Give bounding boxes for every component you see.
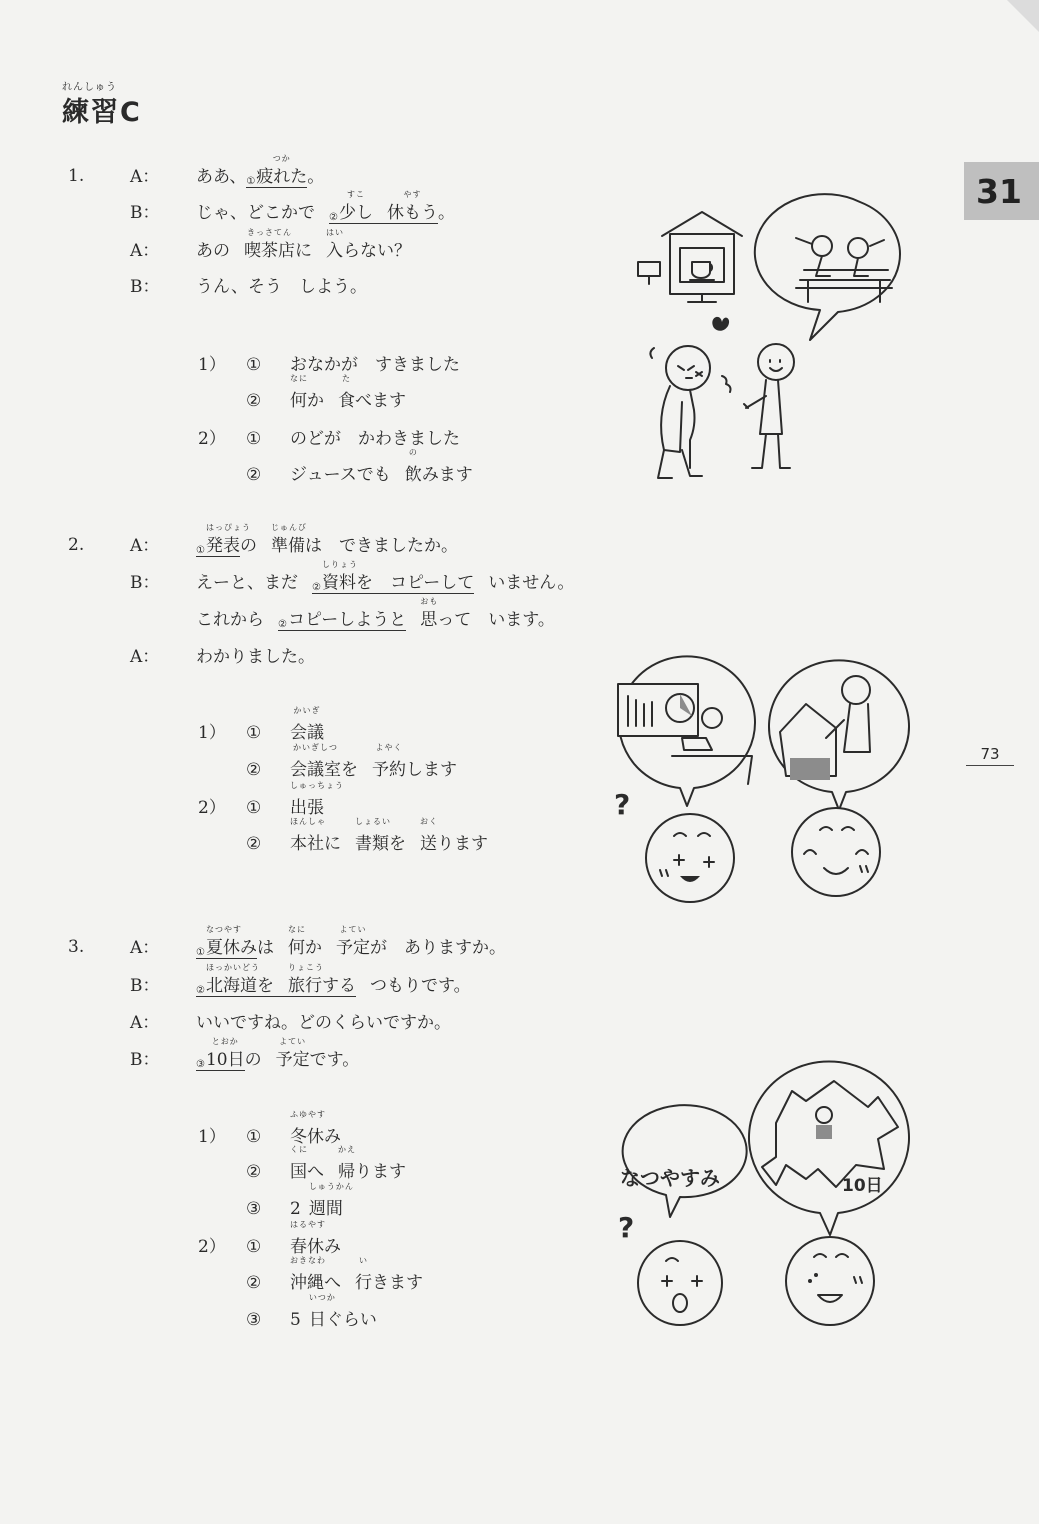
speech-bubble-presentation xyxy=(618,656,755,806)
page-number: 73 xyxy=(966,745,1014,766)
slot-marker: ① xyxy=(246,723,262,743)
speaker-label: B： xyxy=(130,203,160,223)
illustration-tired-and-cafe xyxy=(630,200,920,485)
slot-marker: ③ xyxy=(246,1310,262,1330)
text: らない？ xyxy=(343,241,411,261)
speaker-label: A： xyxy=(130,167,160,187)
word: 出張 xyxy=(290,798,324,818)
ruby-word xyxy=(290,1145,308,1182)
ruby-word xyxy=(205,1037,245,1071)
furigana: おく xyxy=(420,817,438,826)
dialogue-line xyxy=(130,523,458,562)
ruby-word xyxy=(420,817,438,854)
item-label: 2） xyxy=(198,429,226,449)
ruby-word xyxy=(256,154,308,188)
ruby-word xyxy=(290,817,326,854)
ruby-word xyxy=(205,523,251,557)
word: 予約 xyxy=(372,760,406,780)
word: 飲 xyxy=(404,465,422,485)
substitution-item xyxy=(198,350,460,375)
dialogue-line xyxy=(130,228,411,262)
word: 予定 xyxy=(275,1050,310,1070)
substitution-item xyxy=(246,1256,423,1293)
slot-marker: ② xyxy=(312,582,321,593)
furigana: ほんしゃ xyxy=(290,817,326,826)
speaker-label: A： xyxy=(130,647,160,667)
text: み xyxy=(239,938,257,958)
text: か xyxy=(307,391,324,411)
slot-marker: ② xyxy=(246,1162,262,1182)
question-mark: ? xyxy=(618,1211,635,1244)
ruby-word xyxy=(290,743,341,780)
text: これから xyxy=(196,610,264,630)
page-corner-fold xyxy=(1007,0,1039,32)
text: べます xyxy=(355,391,406,411)
substitution-slot xyxy=(312,560,475,594)
word: 書類 xyxy=(355,834,389,854)
word: 国 xyxy=(290,1162,307,1182)
slot-marker: ② xyxy=(246,1273,262,1293)
text: へ xyxy=(307,1162,324,1182)
furigana: じゅんび xyxy=(270,523,307,532)
text: いません。 xyxy=(488,573,575,593)
ruby-word xyxy=(290,374,308,411)
text: ります xyxy=(355,1162,406,1182)
furigana: おきなわ xyxy=(290,1256,326,1265)
text: 2 xyxy=(290,1199,301,1219)
substitution-item xyxy=(246,448,473,485)
slot-marker: ② xyxy=(278,619,287,630)
slot-marker: ② xyxy=(329,212,338,223)
substitution-slot xyxy=(329,190,438,224)
word: 日 xyxy=(308,1310,326,1330)
word: 少し xyxy=(338,203,373,223)
substitution-slot xyxy=(196,963,356,997)
furigana: なつやす xyxy=(205,925,242,934)
ruby-word xyxy=(290,1256,326,1293)
text: に xyxy=(324,834,341,854)
furigana: おも xyxy=(420,597,439,606)
word: 送 xyxy=(420,834,437,854)
text: 。 xyxy=(437,203,455,223)
text: ります xyxy=(437,834,488,854)
word: 沖縄 xyxy=(290,1273,324,1293)
word: 発表 xyxy=(205,536,240,556)
word: 春休 xyxy=(290,1237,324,1257)
dialogue-line xyxy=(130,925,506,964)
furigana: かえ xyxy=(338,1145,356,1154)
furigana: はるやす xyxy=(290,1220,326,1229)
speaker-label: A： xyxy=(130,938,160,958)
word: 疲れた xyxy=(256,167,308,187)
item-label: 1） xyxy=(198,355,226,375)
text: コピーしようと xyxy=(287,610,407,630)
text: じゃ、どこかで xyxy=(196,203,315,223)
text: する xyxy=(321,976,356,996)
word: 休もう xyxy=(386,203,438,223)
dialogue-line xyxy=(130,190,455,229)
speech-bubble-natsuyasumi xyxy=(620,1105,747,1217)
dialogue-line xyxy=(130,963,471,1002)
cafe-sign-icon xyxy=(638,212,742,302)
ruby-word xyxy=(308,1182,354,1219)
ruby-word xyxy=(287,963,324,997)
speaker-label: B： xyxy=(130,277,160,297)
text: いいですね。どのくらいですか。 xyxy=(196,1013,451,1033)
ruby-word xyxy=(338,190,373,224)
substitution-slot xyxy=(278,610,406,631)
text: の xyxy=(239,536,257,556)
slot-marker: ① xyxy=(246,176,256,187)
dialogue-line xyxy=(130,276,367,298)
speaker-label: B： xyxy=(130,976,160,996)
speech-bubble-bench xyxy=(755,194,900,340)
text: 5 xyxy=(290,1310,301,1330)
substitution-item xyxy=(246,1145,406,1182)
text: のどが かわきました xyxy=(290,429,460,449)
text: が ありますか。 xyxy=(369,938,506,958)
word: 食 xyxy=(338,391,355,411)
substitution-item xyxy=(246,374,406,411)
text: み xyxy=(324,1127,341,1147)
slot-marker: ② xyxy=(246,465,262,485)
text: は できましたか。 xyxy=(304,536,458,556)
substitution-item xyxy=(246,743,457,780)
exercise-number: 2. xyxy=(68,535,85,555)
ruby-word xyxy=(308,1293,336,1330)
slot-marker: ③ xyxy=(196,1059,205,1070)
word: 会議室 xyxy=(290,760,341,780)
speaker-label: B： xyxy=(130,573,160,593)
ruby-word xyxy=(355,817,391,854)
furigana: きっさてん xyxy=(247,228,292,237)
text: に xyxy=(295,241,312,261)
ruby-word xyxy=(335,925,370,959)
text: の xyxy=(244,1050,262,1070)
furigana: ふゆやす xyxy=(290,1110,326,1119)
furigana: なに xyxy=(287,925,306,934)
substitution-item xyxy=(198,706,324,743)
word: 何 xyxy=(290,391,307,411)
text: は xyxy=(256,938,274,958)
dialogue-line xyxy=(196,597,555,636)
ruby-word xyxy=(338,374,355,411)
text: わかりました。 xyxy=(196,647,315,667)
speaker-label: A： xyxy=(130,241,160,261)
word: 冬休 xyxy=(290,1127,324,1147)
speaker-label: B： xyxy=(130,1050,160,1070)
slot-marker: ② xyxy=(246,760,262,780)
ruby-word xyxy=(205,925,242,959)
word: 準備 xyxy=(270,536,305,556)
text: つもりです。 xyxy=(369,976,471,996)
text: みます xyxy=(421,465,473,485)
slot-marker: ① xyxy=(196,545,205,556)
word: 北海道 xyxy=(205,976,257,996)
ruby-word xyxy=(420,597,439,631)
text: ぐらい xyxy=(325,1310,377,1330)
slot-marker: ① xyxy=(246,1127,262,1147)
furigana: しゅっちょう xyxy=(290,781,344,790)
word: 10日 xyxy=(205,1050,245,1070)
tired-person xyxy=(650,317,730,478)
slot-marker: ② xyxy=(246,391,262,411)
furigana: よやく xyxy=(375,743,403,752)
substitution-item xyxy=(246,1182,354,1219)
substitution-item xyxy=(246,1293,377,1330)
friend-person xyxy=(744,344,794,468)
ruby-word xyxy=(205,963,260,997)
text: あの xyxy=(196,241,230,261)
confused-face xyxy=(646,814,734,902)
item-label: 2） xyxy=(198,798,226,818)
ruby-word xyxy=(290,1220,326,1257)
slot-marker: ① xyxy=(246,429,262,449)
speaker-label: A： xyxy=(130,536,160,556)
exercise-number: 1. xyxy=(68,166,85,186)
furigana: よてい xyxy=(339,925,367,934)
word: 喫茶店 xyxy=(244,241,295,261)
substitution-slot xyxy=(246,154,308,188)
word: 本社 xyxy=(290,834,324,854)
word: 夏休 xyxy=(205,938,240,958)
confused-face xyxy=(638,1241,722,1325)
substitution-item xyxy=(198,1110,341,1147)
illustration-summer-trip xyxy=(606,1045,906,1335)
furigana: かいぎしつ xyxy=(293,743,338,752)
furigana: すこ xyxy=(346,190,365,199)
furigana: つか xyxy=(272,154,291,163)
map-label: 10日 xyxy=(842,1176,883,1196)
smiling-face xyxy=(792,808,880,896)
substitution-item xyxy=(198,781,344,818)
furigana: ほっかいどう xyxy=(205,963,260,972)
slot-marker: ③ xyxy=(246,1199,262,1219)
text: を xyxy=(389,834,406,854)
text: ああ、 xyxy=(196,167,247,187)
word: 行 xyxy=(355,1273,372,1293)
word: 資料 xyxy=(321,573,356,593)
word: 帰 xyxy=(338,1162,355,1182)
text: します xyxy=(406,760,457,780)
furigana: はい xyxy=(326,228,344,237)
slot-marker: ① xyxy=(246,798,262,818)
exercise-number: 3. xyxy=(68,937,85,957)
word: 何 xyxy=(287,938,305,958)
furigana: かいぎ xyxy=(293,706,321,715)
speech-bubble-hokkaido xyxy=(749,1061,909,1235)
text: おなかが すきました xyxy=(290,355,460,375)
ruby-word xyxy=(270,523,307,557)
substitution-item xyxy=(198,424,460,449)
slot-marker: ② xyxy=(196,985,205,996)
ruby-word xyxy=(355,1256,372,1293)
word: 入 xyxy=(326,241,343,261)
word: 思 xyxy=(420,610,438,630)
ruby-word xyxy=(386,190,438,224)
slot-marker: ① xyxy=(246,1237,262,1257)
chapter-tab xyxy=(964,162,1039,220)
text: か xyxy=(304,938,322,958)
speaker-label: A： xyxy=(130,1013,160,1033)
furigana: よてい xyxy=(279,1037,307,1046)
dialogue-line xyxy=(130,646,315,668)
furigana: しゅうかん xyxy=(308,1182,354,1191)
ruby-word xyxy=(244,228,295,262)
word: 旅行 xyxy=(287,976,322,996)
bubble-text: なつやすみ xyxy=(620,1166,720,1190)
text: へ xyxy=(324,1273,341,1293)
substitution-slot xyxy=(196,925,257,959)
ruby-word xyxy=(290,706,324,743)
speech-bubble-copier xyxy=(769,660,909,810)
substitution-item xyxy=(198,1220,341,1257)
ruby-word xyxy=(338,1145,356,1182)
furigana: とおか xyxy=(211,1037,239,1046)
text: 。 xyxy=(307,167,325,187)
substitution-item xyxy=(246,817,488,854)
text: を xyxy=(341,760,358,780)
illustration-presentation-prep xyxy=(610,640,910,902)
furigana: しょるい xyxy=(355,817,391,826)
text: って います。 xyxy=(437,610,555,630)
item-label: 1） xyxy=(198,723,226,743)
furigana: た xyxy=(342,374,351,383)
smiling-face xyxy=(786,1237,874,1325)
slot-marker: ① xyxy=(246,355,262,375)
furigana: はっぴょう xyxy=(205,523,251,532)
text: うん、そう しよう。 xyxy=(196,277,368,297)
ruby-word xyxy=(321,560,358,594)
furigana: なに xyxy=(290,374,308,383)
ruby-word xyxy=(290,781,344,818)
ruby-word xyxy=(372,743,406,780)
text: ジュースでも xyxy=(290,465,391,485)
text: きます xyxy=(372,1273,423,1293)
substitution-slot xyxy=(196,523,251,557)
word: 会議 xyxy=(290,723,324,743)
furigana: しりょう xyxy=(321,560,358,569)
ruby-word xyxy=(287,925,306,959)
word: 予定 xyxy=(335,938,370,958)
page-title: 練習C xyxy=(62,97,142,128)
ruby-word xyxy=(275,1037,310,1071)
ruby-word xyxy=(404,448,422,485)
furigana: くに xyxy=(290,1145,308,1154)
furigana: りょこう xyxy=(287,963,324,972)
text: えーと、まだ xyxy=(196,573,298,593)
item-label: 2） xyxy=(198,1237,226,1257)
substitution-slot xyxy=(196,1037,245,1071)
item-label: 1） xyxy=(198,1127,226,1147)
dialogue-line xyxy=(130,154,325,193)
dialogue-line xyxy=(130,1037,360,1076)
slot-marker: ① xyxy=(196,947,205,958)
text: を xyxy=(256,976,274,996)
text: を コピーして xyxy=(355,573,475,593)
furigana: の xyxy=(408,448,418,457)
chapter-number: 31 xyxy=(976,171,1022,211)
ruby-word xyxy=(326,228,344,262)
dialogue-line xyxy=(130,1012,451,1034)
furigana: やす xyxy=(403,190,422,199)
question-mark: ? xyxy=(614,788,631,821)
furigana: い xyxy=(359,1256,368,1265)
furigana: いつか xyxy=(308,1293,336,1302)
slot-marker: ② xyxy=(246,834,262,854)
text: です。 xyxy=(309,1050,360,1070)
word: 週間 xyxy=(308,1199,343,1219)
ruby-word xyxy=(290,1110,326,1147)
text: み xyxy=(324,1237,341,1257)
dialogue-line xyxy=(130,560,575,599)
title-ruby: れんしゅう xyxy=(62,82,117,93)
